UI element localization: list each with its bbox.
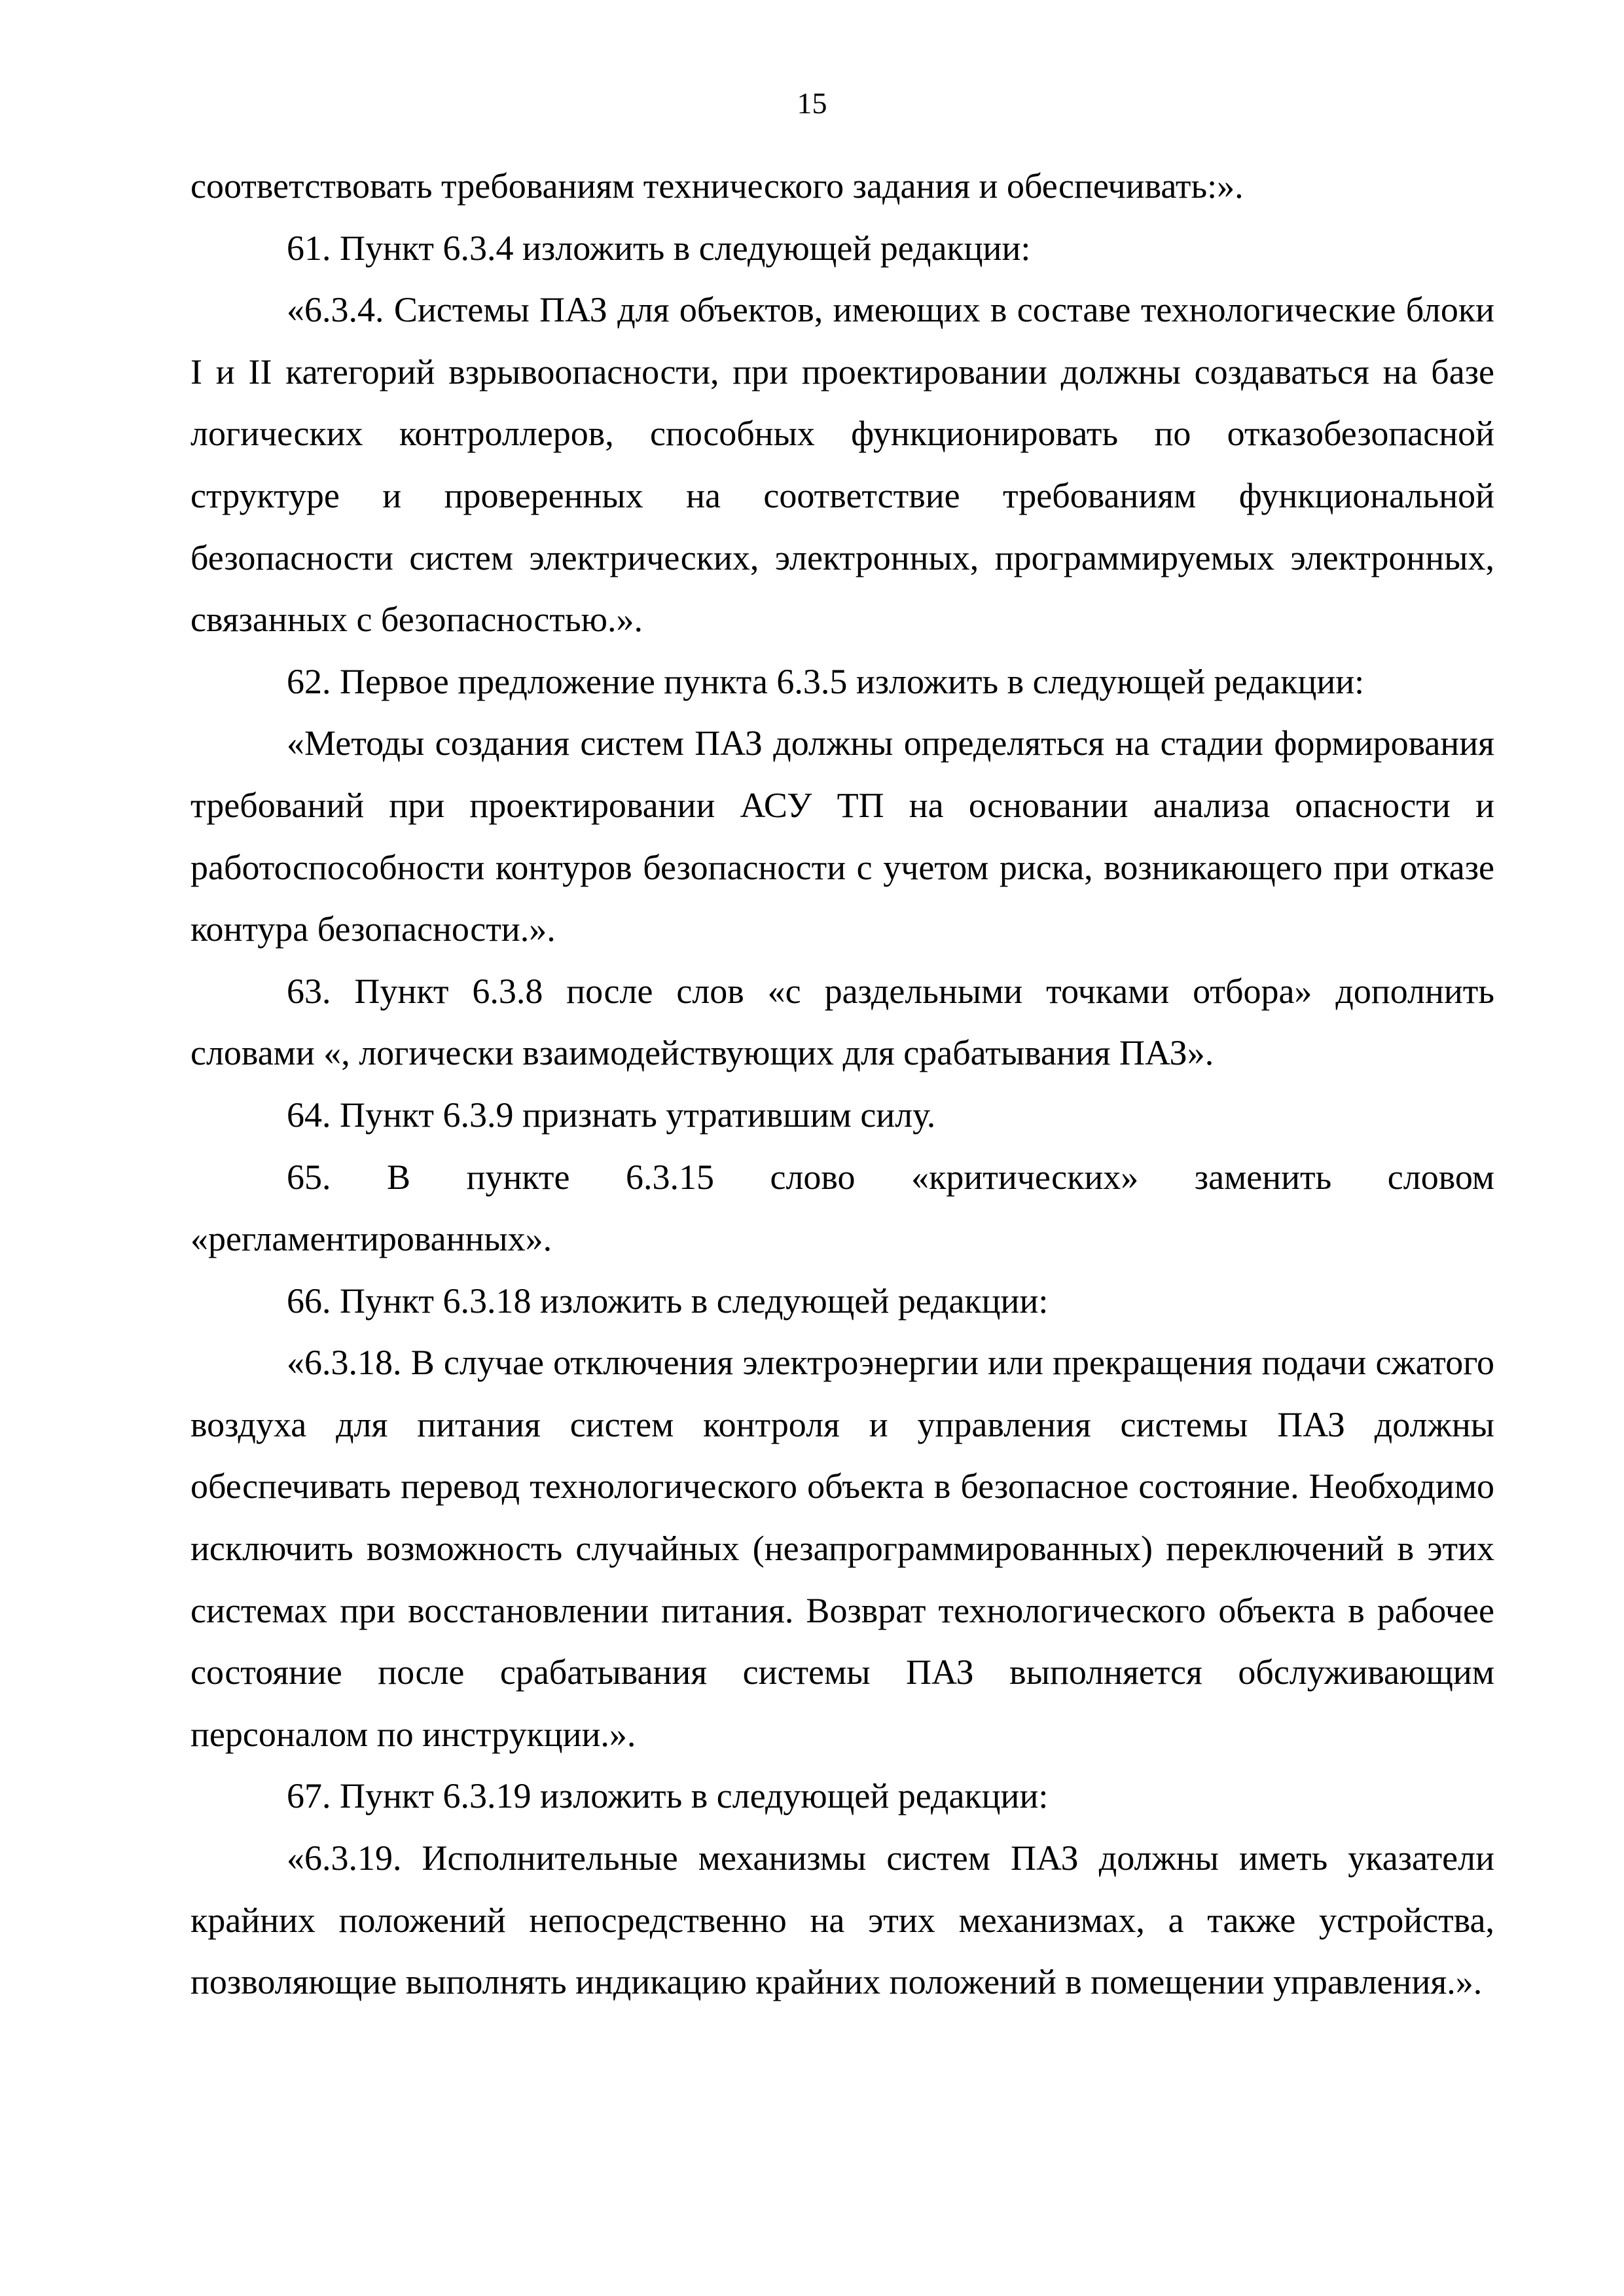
paragraph-quote-6-3-18: «6.3.18. В случае отключения электроэнергии или прекращения подачи сжатого воздуха для питания систем контроля и управления системы ПАЗ должны обеспечивать перевод технологического объекта в безопасное состояние. Необходимо исключить возможность случайных (незапрограммированных) переключений в этих системах при восстановлении питания. Возврат технологического объекта в рабочее состояние после срабатывания системы ПАЗ выполняется обслуживающим персоналом по инструкции.». [190, 1343, 1494, 1754]
paragraph-item-67: 67. Пункт 6.3.19 изложить в следующей редакции: [287, 1776, 1049, 1816]
paragraph-quote-6-3-19: «6.3.19. Исполнительные механизмы систем ПАЗ должны иметь указатели крайних положений непосредственно на этих механизмах, а также устройства, позволяющие выполнять индикацию крайних положений в помещении управления.». [190, 1838, 1494, 2002]
paragraph-continuation: соответствовать требованиям технического задания и обеспечивать:». [190, 166, 1244, 206]
paragraph-item-65: 65. В пункте 6.3.15 слово «критических» заменить словом «регламентированных». [190, 1157, 1494, 1259]
paragraph-item-66: 66. Пункт 6.3.18 изложить в следующей редакции: [287, 1281, 1049, 1321]
paragraph-quote-6-3-5: «Методы создания систем ПАЗ должны определяться на стадии формирования требований при проектировании АСУ ТП на основании анализа опасности и работоспособности контуров безопасности с учетом риска, возникающего при отказе контура безопасности.». [190, 723, 1494, 949]
paragraph-item-63: 63. Пункт 6.3.8 после слов «с раздельными точками отбора» дополнить словами «, логически взаимодействующих для срабатывания ПАЗ». [190, 971, 1494, 1073]
paragraph-item-62: 62. Первое предложение пункта 6.3.5 изложить в следующей редакции: [287, 661, 1365, 701]
page-number: 15 [797, 86, 827, 120]
paragraph-item-64: 64. Пункт 6.3.9 признать утратившим силу. [287, 1095, 936, 1135]
paragraph-item-61: 61. Пункт 6.3.4 изложить в следующей редакции: [287, 228, 1031, 268]
document-body [190, 155, 1494, 2013]
paragraph-quote-6-3-4: «6.3.4. Системы ПАЗ для объектов, имеющих в составе технологические блоки I и II категорий взрывоопасности, при проектировании должны создаваться на базе логических контроллеров, способных функционировать по отказобезопасной структуре и проверенных на соответствие требованиям функциональной безопасности систем электрических, электронных, программируемых электронных, связанных с безопасностью.». [190, 290, 1494, 640]
